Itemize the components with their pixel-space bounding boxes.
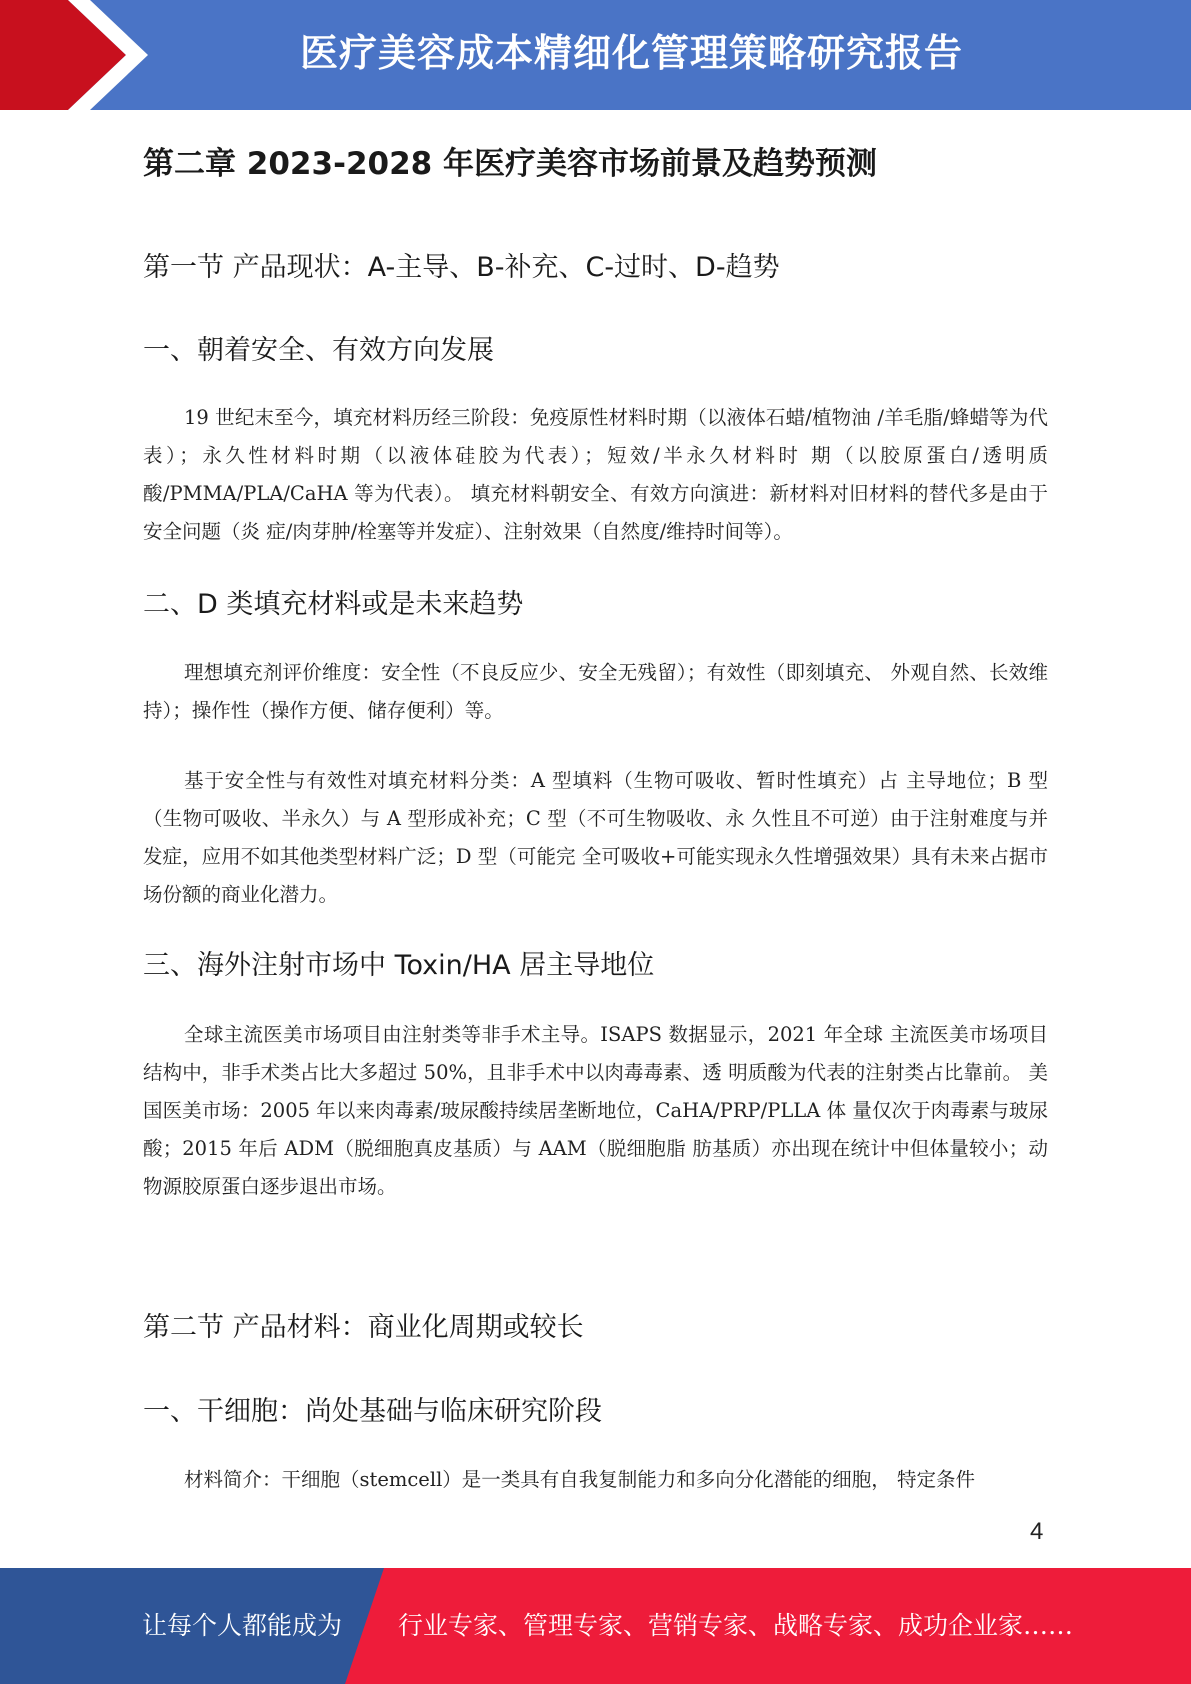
page-number: 4	[1030, 1518, 1044, 1545]
footer-slogan-left: 让每个人都能成为	[142, 1611, 343, 1640]
section-title-2: 第二节 产品材料：商业化周期或较长	[143, 1312, 584, 1343]
section-title-1: 第一节 产品现状：A-主导、B-补充、C-过时、D-趋势	[143, 252, 780, 283]
paragraph-1-2-a: 理想填充剂评价维度：安全性（不良反应少、安全无残留）；有效性（即刻填充、 外观自然、长效维持）；操作性（操作方便、储存便利）等。	[143, 661, 1048, 722]
paragraph-2-1: 材料简介：干细胞（stemcell）是一类具有自我复制能力和多向分化潜能的细胞， 特定条件	[184, 1468, 976, 1491]
paragraph-1-3: 全球主流医美市场项目由注射类等非手术主导。ISAPS 数据显示，2021 年全球 主流医美市场项目结构中，非手术类占比大多超过 50%，且非手术中以肉毒毒素、透 明质酸为代表的注射类占比靠前。 美国医美市场：2005 年以来肉毒素/玻尿酸持续居垄断地位，CaHA/PRP/PLLA 体 量仅次于肉毒素与玻尿酸；2015 年后 ADM（脱细胞真皮基质）与 AAM（脱细胞脂 肪基质）亦出现在统计中但体量较小；动物源胶原蛋白逐步退出市场。	[143, 1023, 1048, 1198]
page-footer	[0, 1568, 1191, 1684]
chapter-title: 第二章 2023-2028 年医疗美容市场前景及趋势预测	[143, 146, 878, 182]
subsection-title-1-2: 二、D 类填充材料或是未来趋势	[143, 589, 524, 620]
header-arrow-decoration	[0, 0, 160, 110]
report-title: 医疗美容成本精细化管理策略研究报告	[300, 31, 964, 75]
page-header	[0, 0, 1191, 110]
subsection-title-2-1: 一、干细胞：尚处基础与临床研究阶段	[143, 1396, 602, 1427]
subsection-title-1-3: 三、海外注射市场中 Toxin/HA 居主导地位	[143, 950, 655, 981]
paragraph-1-2-b: 基于安全性与有效性对填充材料分类：A 型填料（生物可吸收、暂时性填充）占 主导地位；B 型（生物可吸收、半永久）与 A 型形成补充；C 型（不可生物吸收、永 久性且不可逆）由于注射难度与并发症，应用不如其他类型材料广泛；D 型（可能完 全可吸收+可能实现永久性增强效果）具有未来占据市场份额的商业化潜力。	[143, 769, 1048, 906]
footer-slogan-right: 行业专家、管理专家、营销专家、战略专家、成功企业家……	[398, 1611, 1074, 1640]
subsection-title-1-1: 一、朝着安全、有效方向发展	[143, 335, 494, 366]
paragraph-1-1: 19 世纪末至今，填充材料历经三阶段：免疫原性材料时期（以液体石蜡/植物油 /羊毛脂/蜂蜡等为代表）；永久性材料时期（以液体硅胶为代表）；短效/半永久材料时 期（以胶原蛋白/透明质酸/PMMA/PLA/CaHA 等为代表）。 填充材料朝安全、有效方向演进：新材料对旧材料的替代多是由于安全问题（炎 症/肉芽肿/栓塞等并发症）、注射效果（自然度/维持时间等）。	[143, 406, 1048, 543]
